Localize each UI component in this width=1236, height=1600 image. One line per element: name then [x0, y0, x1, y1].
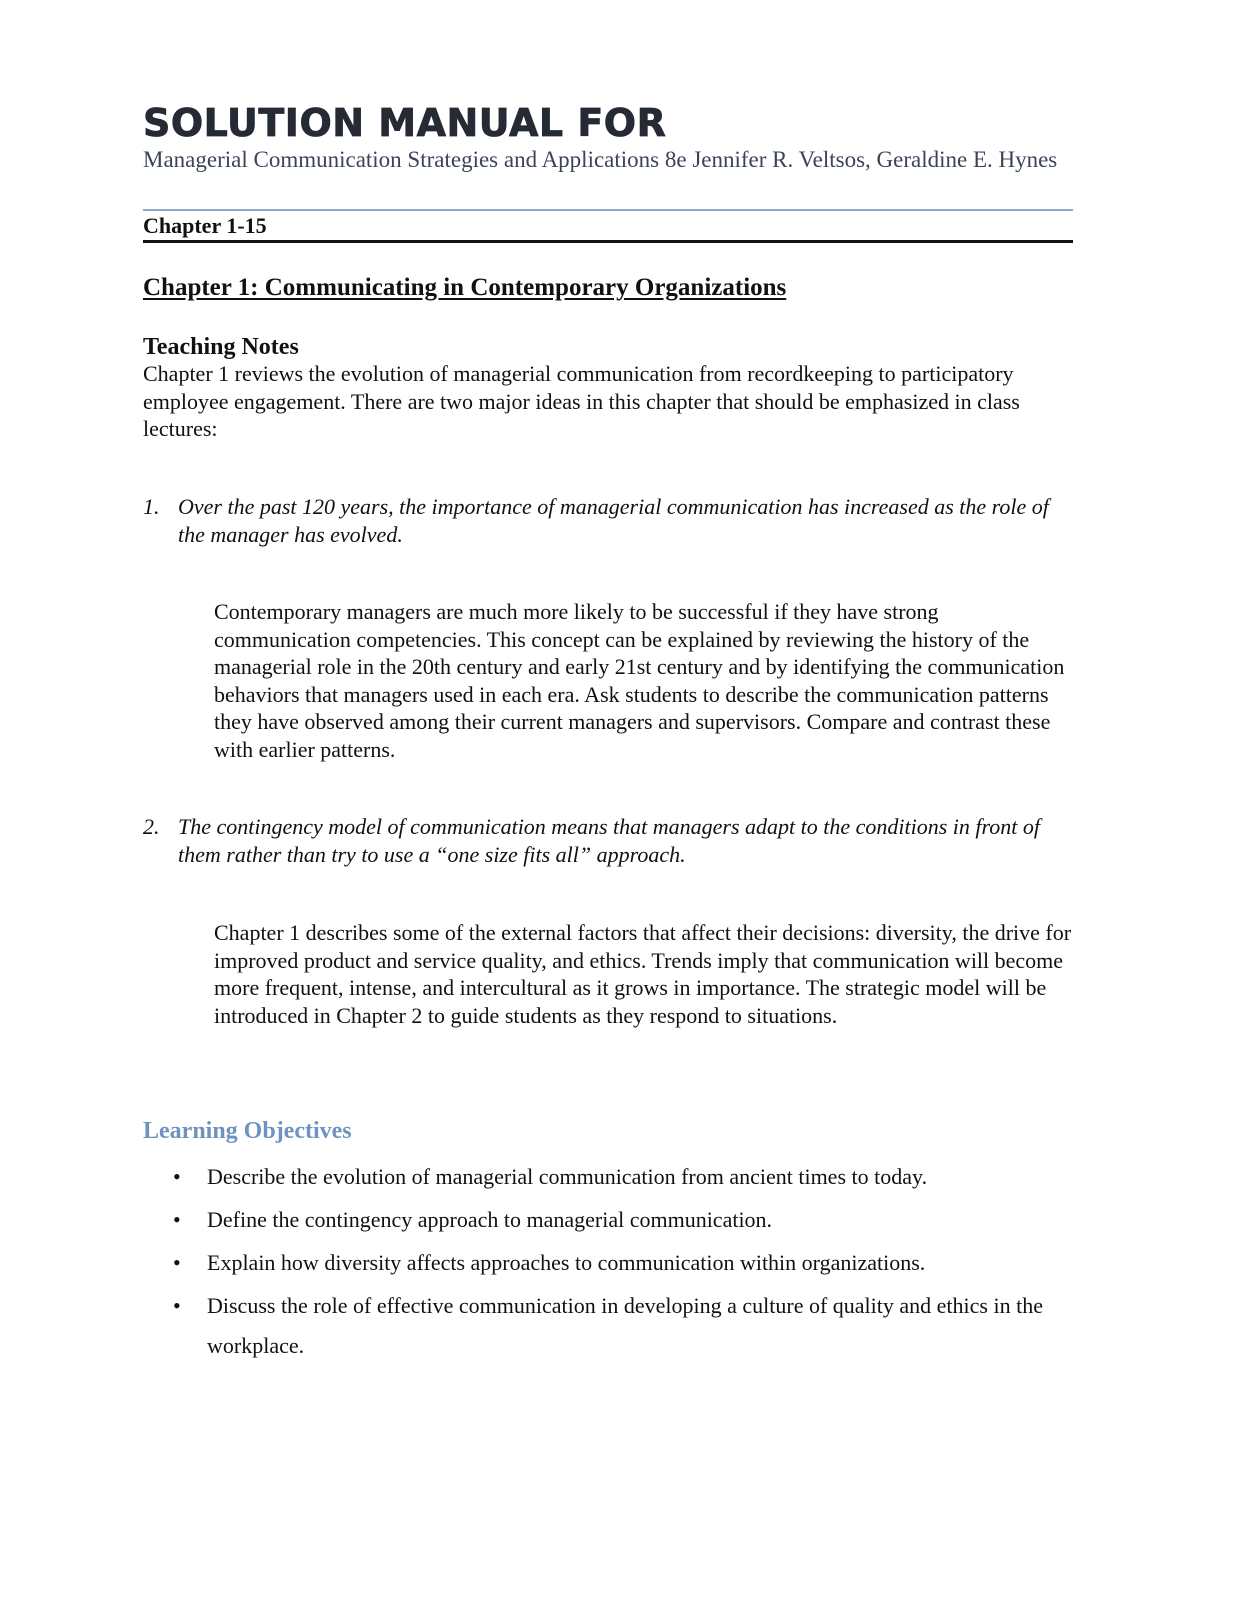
list-item [143, 1286, 1078, 1366]
list-item [143, 1200, 1078, 1240]
bullet-icon: • [173, 1250, 181, 1275]
document-title: SOLUTION MANUAL FOR [143, 101, 667, 145]
list-item [143, 1157, 1078, 1197]
idea-statement: The contingency model of communication means that managers adapt to the conditions in front of them rather than try to use a “one size fits all” approach. [178, 814, 1040, 867]
teaching-notes-heading: Teaching Notes [143, 334, 299, 360]
objective-text: Describe the evolution of managerial communication from ancient times to today. [207, 1164, 928, 1189]
objective-text: Define the contingency approach to managerial communication. [207, 1207, 773, 1232]
idea-item-2 [143, 813, 1073, 869]
objective-text: Explain how diversity affects approaches to communication within organizations. [207, 1250, 926, 1275]
header-divider-blue [143, 209, 1073, 211]
idea-number: 1. [143, 494, 160, 519]
learning-objectives-list [143, 1157, 1078, 1369]
objective-text: Discuss the role of effective communication in developing a culture of quality and ethics in the workplace. [207, 1293, 1043, 1358]
bullet-icon: • [173, 1293, 181, 1318]
learning-objectives-heading: Learning Objectives [143, 1118, 352, 1144]
bullet-icon: • [173, 1164, 181, 1189]
idea-number: 2. [143, 814, 160, 839]
chapter-heading: Chapter 1: Communicating in Contemporary Organizations [143, 274, 787, 301]
idea-explanation-2: Chapter 1 describes some of the external factors that affect their decisions: diversity, the drive for improved product and service quality, and ethics. Trends imply that communication will become more frequent, intense, and intercultural as it grows in importance. The strategic model will be introduced in Chapter 2 to guide students as they respond to situations. [214, 920, 1072, 1028]
idea-item-1 [143, 493, 1073, 549]
book-subtitle: Managerial Communication Strategies and Applications 8e Jennifer R. Veltsos, Geraldine E. Hynes [143, 147, 1058, 172]
teaching-notes-body: Chapter 1 reviews the evolution of managerial communication from recordkeeping to participatory employee engagement. There are two major ideas in this chapter that should be emphasized in class lectures: [143, 361, 1020, 441]
idea-statement: Over the past 120 years, the importance of managerial communication has increased as the role of the manager has evolved. [178, 494, 1049, 547]
idea-explanation-1: Contemporary managers are much more likely to be successful if they have strong communication competencies. This concept can be explained by reviewing the history of the managerial role in the 20th century and early 21st century and by identifying the communication behaviors that managers used in each era. Ask students to describe the communication patterns they have observed among their current managers and supervisors. Compare and contrast these with earlier patterns. [214, 599, 1065, 762]
chapter-range: Chapter 1-15 [143, 213, 267, 238]
header-divider-black [143, 240, 1073, 243]
bullet-icon: • [173, 1207, 181, 1232]
list-item [143, 1243, 1078, 1283]
